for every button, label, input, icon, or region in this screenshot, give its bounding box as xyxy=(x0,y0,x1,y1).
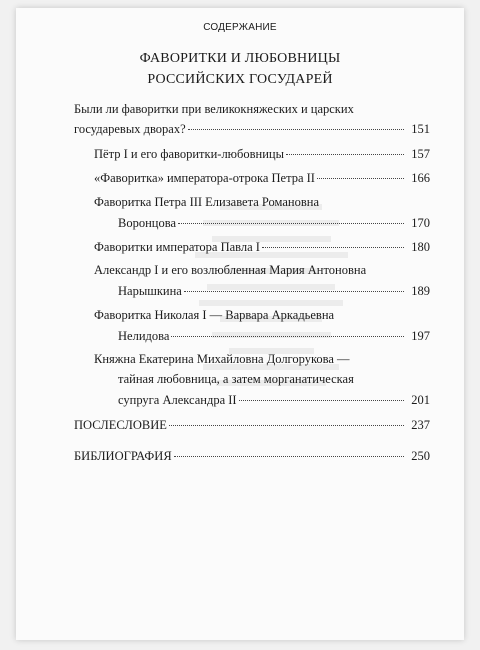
toc-entry-nicholas-1-line-1: Фаворитка Николая I — Варвара Аркадьевна xyxy=(94,308,335,322)
toc-entry-text: «Фаворитка» императора-отрока Петра II xyxy=(94,171,315,185)
book-page xyxy=(16,8,464,640)
toc-entry-alexander-1-line-1: Александр I и его возлюбленная Мария Антоновна xyxy=(94,263,367,277)
section-title-line-1: ФАВОРИТКИ И ЛЮБОВНИЦЫ xyxy=(139,51,341,66)
toc-entry-text: Фаворитки императора Павла I xyxy=(94,240,260,254)
toc-entry-dolgorukova[interactable] xyxy=(118,392,430,408)
leader-dots xyxy=(286,154,404,155)
toc-page-number: 237 xyxy=(411,418,430,432)
toc-entry-dolgorukova-line-1: Княжна Екатерина Михайловна Долгорукова — xyxy=(94,352,350,366)
leader-dots xyxy=(317,178,404,179)
toc-entry-text: Воронцова xyxy=(118,216,177,230)
leader-dots xyxy=(239,400,404,401)
toc-page-number: 151 xyxy=(411,122,430,136)
toc-page-number: 250 xyxy=(411,449,430,463)
leader-dots xyxy=(178,223,404,224)
leader-dots xyxy=(184,291,404,292)
toc-entry-afterword[interactable] xyxy=(74,417,430,433)
running-head: СОДЕРЖАНИЕ xyxy=(203,22,277,33)
toc-entry-peter-1[interactable] xyxy=(94,146,430,162)
toc-entry-alexander-1[interactable] xyxy=(118,283,430,299)
toc-entry-text: Нарышкина xyxy=(118,284,182,298)
section-title-line-2: РОССИЙСКИХ ГОСУДАРЕЙ xyxy=(147,72,333,87)
toc-entry-text: Нелидова xyxy=(118,329,170,343)
toc-page-number: 166 xyxy=(411,171,430,185)
toc-page-number: 197 xyxy=(411,329,430,343)
toc-entry-text: БИБЛИОГРАФИЯ xyxy=(74,449,172,463)
toc-page-number: 157 xyxy=(411,147,430,161)
toc-entry-peter-3-line-1: Фаворитка Петра III Елизавета Романовна xyxy=(94,195,319,209)
toc-entry-intro-line-1: Были ли фаворитки при великокняжеских и царских xyxy=(74,102,354,116)
toc-entry-text: ПОСЛЕСЛОВИЕ xyxy=(74,418,167,432)
toc-entry-paul-1[interactable] xyxy=(94,239,430,255)
leader-dots xyxy=(169,425,404,426)
section-title xyxy=(16,48,464,90)
leader-dots xyxy=(188,129,404,130)
toc-page-number: 170 xyxy=(411,216,430,230)
leader-dots xyxy=(171,336,404,337)
leader-dots xyxy=(262,247,404,248)
toc-entry-text: супруга Александра II xyxy=(118,393,237,407)
toc-entry-dolgorukova-line-2: тайная любовница, а затем морганатическая xyxy=(118,372,354,386)
leader-dots xyxy=(174,456,404,457)
toc-entry-peter-3[interactable] xyxy=(118,215,430,231)
toc-page-number: 180 xyxy=(411,240,430,254)
toc-page-number: 201 xyxy=(411,393,430,407)
toc-entry-intro[interactable] xyxy=(74,121,430,137)
toc-entry-nicholas-1[interactable] xyxy=(118,328,430,344)
toc-entry-bibliography[interactable] xyxy=(74,448,430,464)
toc-entry-text: Пётр I и его фаворитки-любовницы xyxy=(94,147,285,161)
toc-entry-peter-2[interactable] xyxy=(94,170,430,186)
toc-page-number: 189 xyxy=(411,284,430,298)
toc-entry-text: государевых дворах? xyxy=(74,122,186,136)
